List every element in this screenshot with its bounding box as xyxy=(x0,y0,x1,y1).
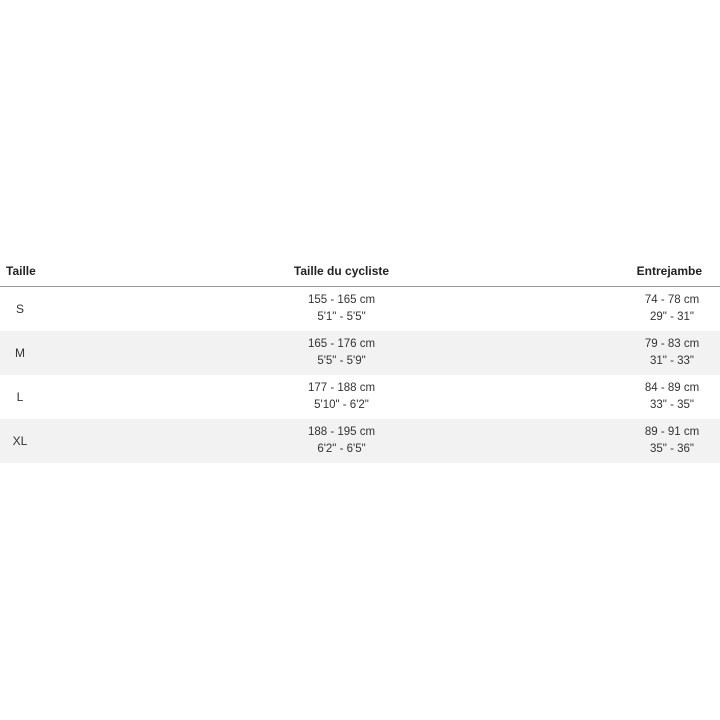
size-chart-table xyxy=(0,259,720,463)
table-row xyxy=(0,331,720,375)
rider-height-cm: 165 - 176 cm xyxy=(307,338,376,350)
rider-height-cell xyxy=(200,424,483,458)
inseam-cell xyxy=(632,336,712,370)
rider-height-cell xyxy=(200,336,483,370)
inseam-cm: 79 - 83 cm xyxy=(644,338,700,350)
inseam-in: 29" - 31" xyxy=(650,311,694,323)
size-cell: M xyxy=(15,346,25,360)
size-cell: L xyxy=(16,390,24,404)
inseam-in: 31" - 33" xyxy=(650,355,694,367)
rider-height-ft: 5'10" - 6'2" xyxy=(314,399,369,411)
inseam-cell xyxy=(632,424,712,458)
table-row xyxy=(0,419,720,463)
inseam-cell xyxy=(632,292,712,326)
rider-height-cm: 155 - 165 cm xyxy=(307,294,376,306)
header-size: Taille xyxy=(6,264,36,278)
size-cell: XL xyxy=(12,434,28,448)
rider-height-cm: 188 - 195 cm xyxy=(307,426,376,438)
inseam-in: 33" - 35" xyxy=(650,399,694,411)
rider-height-cell xyxy=(200,380,483,414)
rider-height-cm: 177 - 188 cm xyxy=(307,382,376,394)
size-cell: S xyxy=(15,302,24,316)
rider-height-ft: 5'1" - 5'5" xyxy=(317,311,366,323)
inseam-cm: 89 - 91 cm xyxy=(644,426,700,438)
table-header-row xyxy=(0,259,720,287)
inseam-cell xyxy=(632,380,712,414)
inseam-cm: 74 - 78 cm xyxy=(644,294,700,306)
rider-height-cell xyxy=(200,292,483,326)
rider-height-ft: 5'5" - 5'9" xyxy=(317,355,366,367)
header-inseam: Entrejambe xyxy=(636,264,702,278)
table-row xyxy=(0,375,720,419)
inseam-cm: 84 - 89 cm xyxy=(644,382,700,394)
inseam-in: 35" - 36" xyxy=(650,443,694,455)
header-rider-height: Taille du cycliste xyxy=(293,264,390,278)
rider-height-ft: 6'2" - 6'5" xyxy=(317,443,366,455)
table-row xyxy=(0,287,720,331)
